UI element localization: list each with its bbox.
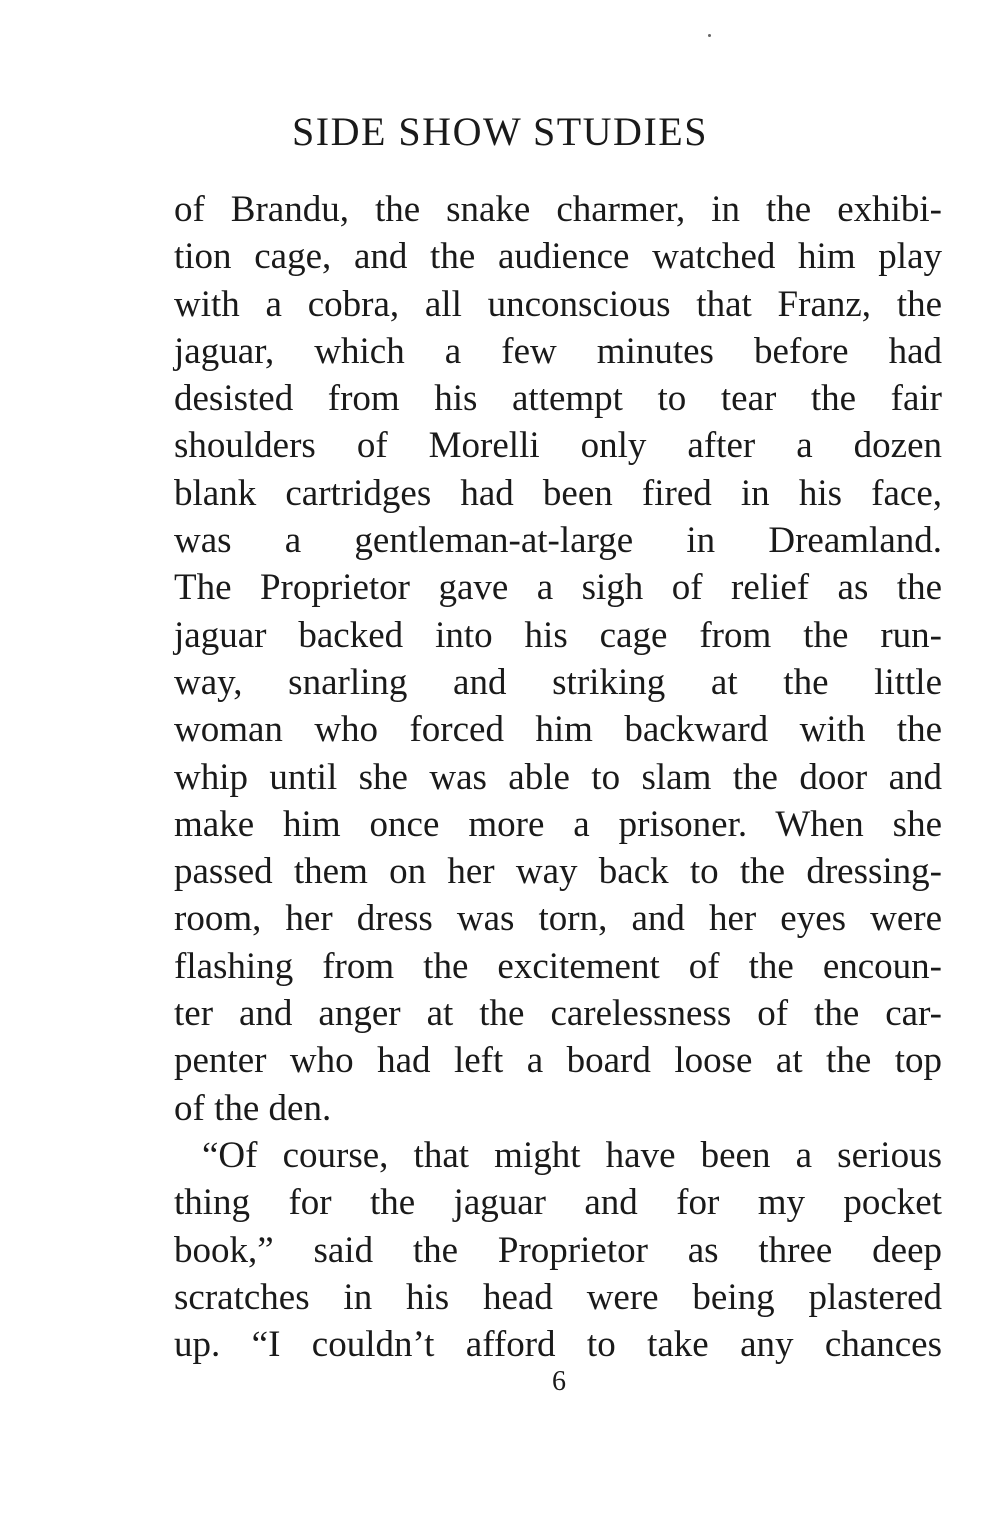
- text-line: of the den.: [174, 1087, 332, 1129]
- paragraph-2: [174, 1132, 942, 1368]
- text-line: blank cartridges had been fired in his face,: [174, 472, 942, 514]
- text-line: woman who forced him backward with the: [174, 709, 942, 751]
- text-line: whip until she was able to slam the door and: [174, 756, 942, 798]
- text-line: was a gentleman-at-large in Dreamland.: [174, 520, 942, 562]
- text-line: room, her dress was torn, and her eyes were: [174, 898, 942, 940]
- text-line: “Of course, that might have been a serious: [202, 1134, 942, 1176]
- running-head: SIDE SHOW STUDIES: [292, 109, 708, 154]
- text-line: book,” said the Proprietor as three deep: [174, 1229, 942, 1271]
- text-line: way, snarling and striking at the little: [174, 661, 942, 703]
- text-line: tion cage, and the audience watched him play: [174, 236, 942, 278]
- text-line: penter who had left a board loose at the top: [174, 1040, 942, 1082]
- text-line: The Proprietor gave a sigh of relief as the: [174, 567, 942, 609]
- text-line: jaguar backed into his cage from the run-: [174, 614, 942, 656]
- text-line: of Brandu, the snake charmer, in the exhibi-: [174, 189, 942, 230]
- page-number: 6: [552, 1366, 566, 1397]
- text-line: desisted from his attempt to tear the fair: [174, 378, 942, 420]
- text-line: scratches in his head were being plastered: [174, 1276, 942, 1318]
- text-line: ter and anger at the carelessness of the car-: [174, 993, 942, 1035]
- text-line: up. “I couldn’t afford to take any chances: [174, 1324, 942, 1366]
- text-line: flashing from the excitement of the encoun-: [174, 945, 942, 987]
- text-line: shoulders of Morelli only after a dozen: [174, 425, 942, 467]
- print-speck: [708, 34, 711, 37]
- text-line: passed them on her way back to the dressing-: [174, 851, 942, 893]
- paragraph-1: [174, 186, 942, 1132]
- text-line: thing for the jaguar and for my pocket: [174, 1182, 942, 1224]
- text-line: with a cobra, all unconscious that Franz, the: [174, 283, 942, 325]
- body-text: [174, 186, 942, 1368]
- text-line: make him once more a prisoner. When she: [174, 803, 942, 845]
- text-line: jaguar, which a few minutes before had: [174, 330, 942, 372]
